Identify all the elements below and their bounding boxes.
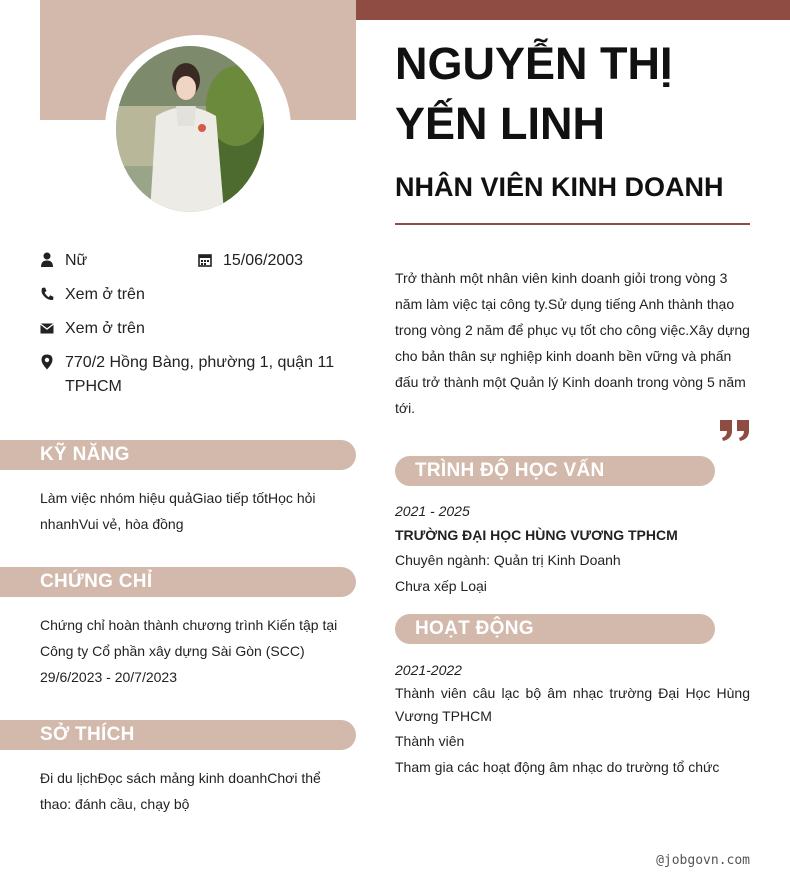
activities-title: HOẠT ĐỘNG bbox=[415, 618, 534, 639]
email-value: Xem ở trên bbox=[65, 320, 145, 337]
skills-header bbox=[0, 440, 356, 470]
activity-period: 2021-2022 bbox=[395, 662, 462, 678]
title-divider bbox=[395, 223, 750, 225]
education-major: Chuyên ngành: Quản trị Kinh Doanh bbox=[395, 552, 621, 568]
certificates-header bbox=[0, 567, 356, 597]
contact-phone bbox=[40, 283, 145, 307]
education-period: 2021 - 2025 bbox=[395, 503, 470, 519]
certificates-title: CHỨNG CHỈ bbox=[40, 571, 153, 592]
hobbies-text: Đi du lịchĐọc sách mảng kinh doanhChơi thể thao: đánh cầu, chạy bộ bbox=[40, 770, 321, 812]
user-icon bbox=[40, 252, 54, 268]
gender-value: Nữ bbox=[65, 252, 88, 269]
contact-gender bbox=[40, 249, 87, 273]
dob-value: 15/06/2003 bbox=[223, 252, 304, 269]
avatar bbox=[116, 46, 264, 212]
skills-title: KỸ NĂNG bbox=[40, 444, 130, 465]
education-school: TRƯỜNG ĐẠI HỌC HÙNG VƯƠNG TPHCM bbox=[395, 527, 678, 543]
job-title: NHÂN VIÊN KINH DOANH bbox=[395, 172, 724, 202]
calendar-icon bbox=[198, 252, 212, 268]
hobbies-header bbox=[0, 720, 356, 750]
email-icon bbox=[40, 320, 54, 336]
top-accent-bar bbox=[356, 0, 790, 20]
career-objective: Trở thành một nhân viên kinh doanh giỏi trong vòng 3 năm làm việc tại công ty.Sử dụng tiếng Anh thành thạo trong vòng 2 năm để phục vụ tốt cho công việc.Xây dựng cho bản thân sự nghiệp kinh doanh bền vững và phấn đấu trở thành một Quản lý Kinh doanh trong vòng 5 năm tới. bbox=[395, 270, 750, 416]
phone-icon bbox=[40, 286, 54, 302]
activity-role: Thành viên bbox=[395, 733, 465, 749]
certificates-text bbox=[40, 612, 340, 690]
contact-email bbox=[40, 317, 145, 341]
education-header bbox=[395, 456, 715, 486]
education-title: TRÌNH ĐỘ HỌC VẤN bbox=[415, 460, 605, 481]
phone-value: Xem ở trên bbox=[65, 286, 145, 303]
education-rank: Chưa xếp Loại bbox=[395, 578, 487, 594]
contact-address bbox=[40, 351, 340, 399]
contact-dob bbox=[198, 249, 303, 273]
skills-text: Làm việc nhóm hiệu quảGiao tiếp tốtHọc hỏi nhanhVui vẻ, hòa đồng bbox=[40, 490, 316, 532]
footer-watermark: @jobgovn.com bbox=[656, 853, 750, 868]
certificate-date: 29/6/2023 - 20/7/2023 bbox=[40, 669, 178, 685]
activities-header bbox=[395, 614, 715, 644]
activity-org: Thành viên câu lạc bộ âm nhạc trường Đại Học Hùng Vương TPHCM bbox=[395, 685, 750, 724]
candidate-name: NGUYỄN THỊ YẾN LINH bbox=[395, 38, 673, 149]
quote-icon bbox=[718, 418, 752, 442]
address-value: 770/2 Hồng Bàng, phường 1, quận 11 TPHCM bbox=[65, 354, 335, 395]
activity-desc: Tham gia các hoạt động âm nhạc do trường tổ chức bbox=[395, 759, 720, 775]
certificate-name: Chứng chỉ hoàn thành chương trình Kiến tập tại Công ty Cổ phần xây dựng Sài Gòn (SCC) bbox=[40, 617, 338, 659]
location-icon bbox=[40, 354, 54, 370]
hobbies-title: SỞ THÍCH bbox=[40, 724, 135, 745]
